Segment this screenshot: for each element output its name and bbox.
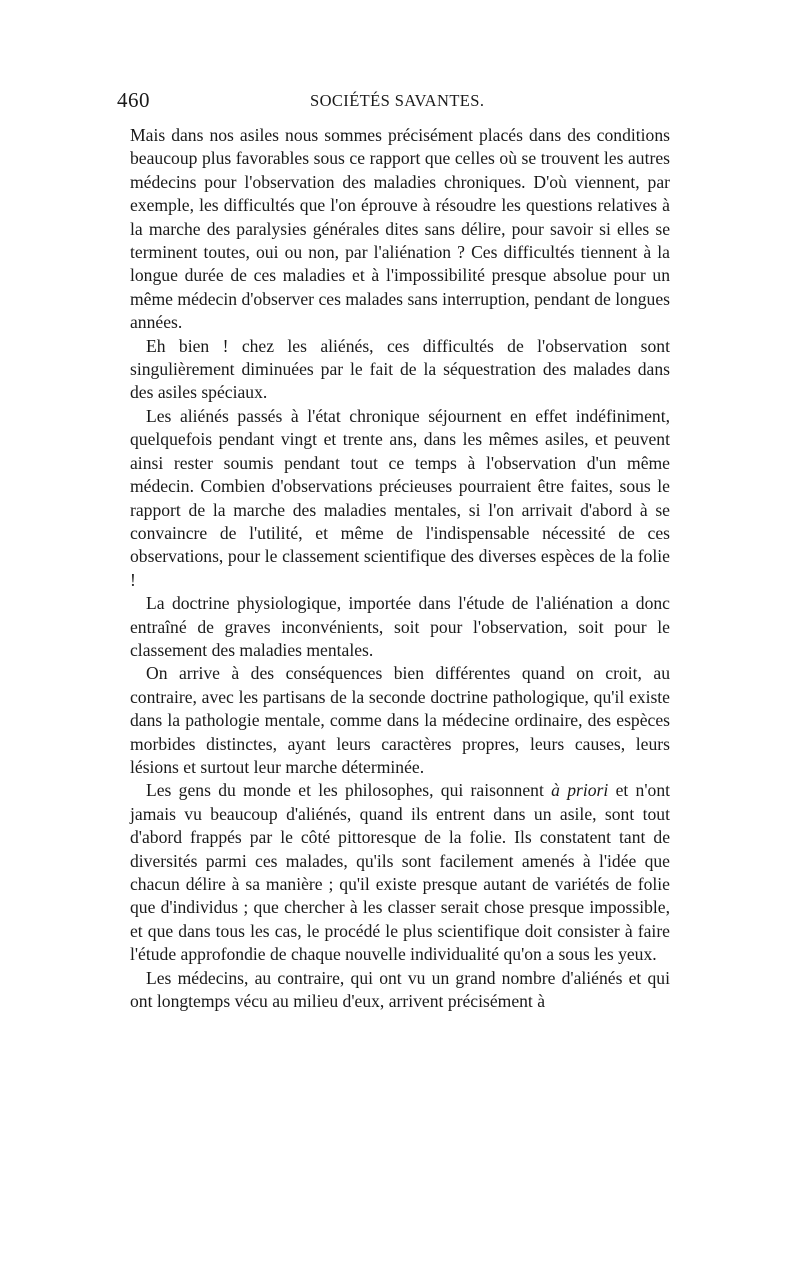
paragraph-6-italic: à priori bbox=[551, 780, 609, 801]
paragraph-6-part-1: Les gens du monde et les philosophes, qui raisonnent bbox=[146, 780, 552, 801]
paragraph-5: On arrive à des conséquences bien différentes quand on croit, au contraire, avec les partisans de la seconde doctrine pathologique, qu'il existe dans la pathologie mentale, comme dans la médecine ordinaire, des espèces morbides distinctes, ayant leurs caractères propres, leurs causes, leurs lésions et surtout leur marche déterminée. bbox=[130, 663, 670, 777]
body-text bbox=[130, 124, 670, 1013]
paragraph-6-part-2: et n'ont jamais vu beaucoup d'aliénés, quand ils entrent dans un asile, sont tout d'abord frappés par le côté pittoresque de la folie. Ils constatent tant de diversités parmi ces malades, qu'ils sont facilement amenés à l'idée que chacun délire à sa manière ; qu'il existe presque autant de variétés de folie que d'individus ; que chercher à les classer serait chose presque impossible, et que dans tous les cas, le procédé le plus scientifique doit consister à faire l'étude approfondie de chaque nouvelle individualité qu'on a sous les yeux. bbox=[130, 780, 671, 965]
page-header bbox=[117, 88, 670, 118]
paragraph-4: La doctrine physiologique, importée dans l'étude de l'aliénation a donc entraîné de graves inconvénients, soit pour l'observation, soit pour le classement des maladies mentales. bbox=[130, 593, 670, 660]
page-number: 460 bbox=[117, 88, 150, 112]
paragraph-6 bbox=[130, 779, 670, 966]
paragraph-1: Mais dans nos asiles nous sommes précisément placés dans des conditions beaucoup plus favorables sous ce rapport que celles où se trouvent les autres médecins pour l'observation des maladies chroniques. D'où viennent, par exemple, les difficultés que l'on éprouve à résoudre les questions relatives à la marche des paralysies générales dites sans délire, pour savoir si elles se terminent toutes, oui ou non, par l'aliénation ? Ces difficultés tiennent à la longue durée de ces maladies et à l'impossibilité presque absolue pour un même médecin d'observer ces malades sans interruption, pendant de longues années. bbox=[130, 125, 670, 333]
paragraph-3: Les aliénés passés à l'état chronique séjournent en effet indéfiniment, quelquefois pendant vingt et trente ans, dans les mêmes asiles, et peuvent ainsi rester soumis pendant tout ce temps à l'observation d'un même médecin. Combien d'observations précieuses pourraient être faites, sous le rapport de la marche des maladies mentales, si l'on arrivait d'abord à se convaincre de l'utilité, et même de l'indispensable nécessité de ces observations, pour le classement scientifique des diverses espèces de la folie ! bbox=[130, 405, 670, 590]
paragraph-2: Eh bien ! chez les aliénés, ces difficultés de l'observation sont singulièrement diminuées par le fait de la séquestration des malades dans des asiles spéciaux. bbox=[130, 335, 670, 403]
running-head: SOCIÉTÉS SAVANTES. bbox=[310, 91, 485, 110]
paragraph-7: Les médecins, au contraire, qui ont vu un grand nombre d'aliénés et qui ont longtemps vécu au milieu d'eux, arrivent précisément à bbox=[130, 967, 670, 1012]
